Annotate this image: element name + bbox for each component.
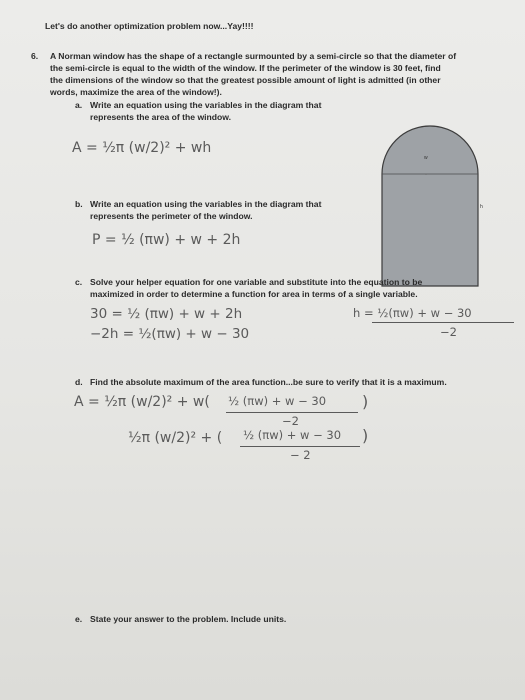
answer-b-perimeter: P = ½ (πw) + w + 2h <box>92 232 241 248</box>
answer-c-h-denominator: −2 <box>440 325 457 339</box>
width-label: w <box>424 155 428 161</box>
answer-d-line-2-numerator: ½ (πw) + w − 30 <box>243 428 342 442</box>
problem-line-4: words, maximize the area of the window!). <box>50 87 222 97</box>
answer-a-area: A = ½π (w/2)² + wh <box>72 140 212 156</box>
part-c-letter: c. <box>75 277 83 287</box>
problem-line-2: the semi-circle is equal to the width of the window. If the perimeter of the window is 30 feet, find <box>50 63 441 73</box>
part-a-letter: a. <box>75 100 83 110</box>
answer-d-line-2 <box>128 430 222 446</box>
answer-d-line-2-fraction-bar <box>240 446 360 447</box>
part-c-line-1: Solve your helper equation for one variable and substitute into the equation to be <box>90 277 423 287</box>
height-label: h <box>480 204 483 210</box>
part-b-letter: b. <box>75 199 83 209</box>
norman-window-diagram <box>376 116 486 296</box>
answer-d-line-1 <box>74 394 210 410</box>
answer-d-line-2-lead: ½π (w/2)² + ( <box>128 430 223 446</box>
part-d-letter: d. <box>75 377 83 387</box>
answer-c-line-1: 30 = ½ (πw) + w + 2h <box>90 306 243 322</box>
part-d-line-1: Find the absolute maximum of the area function...be sure to verify that it is a maximum. <box>90 377 447 387</box>
part-e-line-1: State your answer to the problem. Include units. <box>90 614 287 624</box>
answer-c-h-numerator: h = ½(πw) + w − 30 <box>353 306 472 320</box>
problem-number: 6. <box>31 51 39 61</box>
answer-d-line-1-numerator: ½ (πw) + w − 30 <box>228 394 327 408</box>
part-b-line-2: represents the perimeter of the window. <box>90 211 253 221</box>
part-e-letter: e. <box>75 614 83 624</box>
problem-line-3: the dimensions of the window so that the greatest possible amount of light is admitted (in other <box>50 75 441 85</box>
part-c-line-2: maximized in order to determine a function for area in terms of a single variable. <box>90 289 418 299</box>
part-b-line-1: Write an equation using the variables in the diagram that <box>90 199 322 209</box>
answer-d-line-1-fraction-bar <box>226 412 358 413</box>
problem-line-1: A Norman window has the shape of a rectangle surmounted by a semi-circle so that the diameter of <box>50 51 457 61</box>
answer-d-line-2-close: ) <box>362 426 369 445</box>
answer-d-line-1-lead: A = ½π (w/2)² + w( <box>74 394 210 410</box>
answer-d-line-1-denominator: −2 <box>282 414 299 428</box>
answer-d-line-1-close: ) <box>362 392 369 411</box>
answer-c-line-2: −2h = ½(πw) + w − 30 <box>90 326 250 342</box>
part-a-line-2: represents the area of the window. <box>90 112 232 122</box>
window-shape <box>382 126 478 286</box>
answer-c-fraction-bar <box>372 322 514 323</box>
header-text: Let's do another optimization problem now...Yay!!!! <box>45 21 254 31</box>
answer-d-line-2-denominator: − 2 <box>290 448 311 462</box>
part-a-line-1: Write an equation using the variables in the diagram that <box>90 100 322 110</box>
